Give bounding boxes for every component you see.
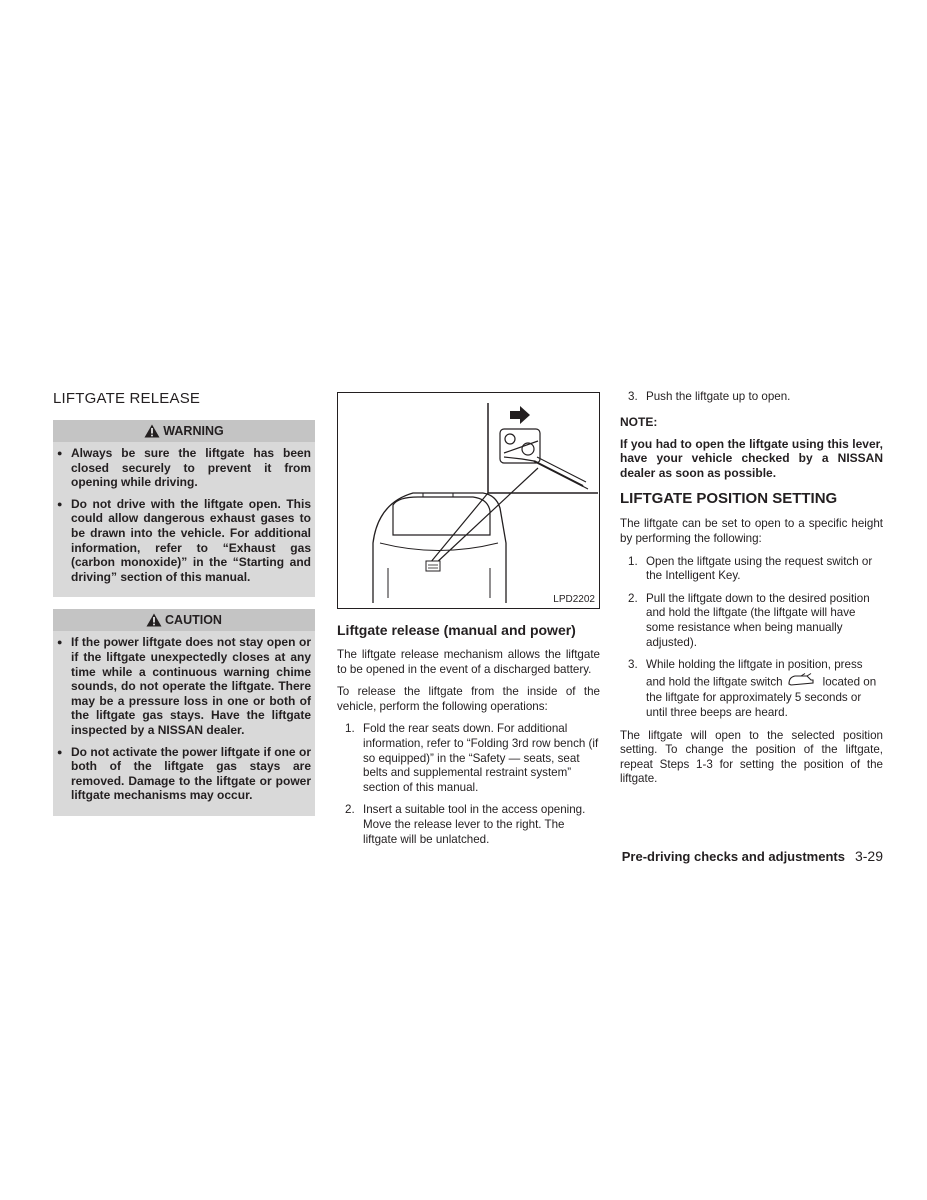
section-title-position-setting: LIFTGATE POSITION SETTING <box>620 490 838 508</box>
caution-box <box>53 609 315 816</box>
step-number: 2. <box>345 803 355 817</box>
step-number: 3. <box>628 658 638 672</box>
step-text: located on the liftgate for approximately 5 seconds or until three beeps are heard. <box>646 675 877 719</box>
section-title-liftgate-release: LIFTGATE RELEASE <box>53 390 201 407</box>
liftgate-switch-icon <box>787 673 815 692</box>
step-number: 2. <box>628 591 638 605</box>
warning-box <box>53 420 315 597</box>
caution-label: CAUTION <box>165 613 222 628</box>
right-column <box>620 390 883 795</box>
list-item <box>337 722 600 795</box>
paragraph: The liftgate can be set to open to a specific height by performing the following: <box>620 517 883 545</box>
figure-label: LPD2202 <box>553 594 595 605</box>
liftgate-illustration <box>337 392 600 609</box>
paragraph: The liftgate release mechanism allows the liftgate to be opened in the event of a discharged battery. <box>337 648 600 676</box>
step-text: Insert a suitable tool in the access opening. Move the release lever to the right. The liftgate will be unlatched. <box>363 803 586 846</box>
list-item <box>620 592 883 650</box>
caution-item: ● Do not activate the power liftgate if one or both of the liftgate gas stays are removed. Damage to the liftgate or power liftgate mechanisms may occur. <box>57 745 311 803</box>
list-item <box>620 390 883 405</box>
middle-column <box>337 392 600 855</box>
warning-item: ● Always be sure the liftgate has been closed securely to prevent it from opening while driving. <box>57 446 311 490</box>
note-title: NOTE: <box>620 414 658 429</box>
subsection-title: Liftgate release (manual and power) <box>337 622 576 638</box>
warning-item: ● Do not drive with the liftgate open. This could allow dangerous exhaust gases to be drawn into the vehicle. For additional information, refer to “Exhaust gas (carbon monoxide)” in the “Starting and driving” section of this manual. <box>57 497 311 585</box>
caution-header <box>53 609 315 631</box>
step-number: 1. <box>628 554 638 568</box>
warning-label: WARNING <box>163 424 224 438</box>
step-text: Push the liftgate up to open. <box>646 390 791 403</box>
release-steps-list <box>337 722 600 847</box>
release-steps-continued <box>620 390 883 405</box>
warning-list <box>53 442 315 584</box>
footer-section-title: Pre-driving checks and adjustments <box>621 849 845 864</box>
paragraph: The liftgate will open to the selected position setting. To change the position of the liftgate, repeat Steps 1-3 for setting the position of the liftgate. <box>620 728 883 786</box>
warning-triangle-icon <box>144 424 160 438</box>
paragraph: To release the liftgate from the inside of the vehicle, perform the following operations: <box>337 685 600 713</box>
step-number: 3. <box>628 390 638 403</box>
step-number: 1. <box>345 722 355 736</box>
warning-header <box>53 420 315 442</box>
position-steps-list <box>620 555 883 721</box>
page-footer <box>560 848 883 864</box>
caution-triangle-icon <box>146 613 162 627</box>
step-text: While holding the liftgate in position, press and hold the liftgate switch <box>646 658 863 689</box>
step-text: Open the liftgate using the request switch or the Intelligent Key. <box>646 554 873 583</box>
caution-item: ● If the power liftgate does not stay open or if the liftgate unexpectedly closes at any time while a continuous warning chime sounds, do not operate the liftgate. There may be a pressure loss in one or both of the liftgate gas stays. Have the liftgate inspected by a NISSAN dealer. <box>57 635 311 737</box>
step-text: Fold the rear seats down. For additional information, refer to “Folding 3rd row bench (if so equipped)” in the “Safety — seats, seat belts and supplemental restraint system” section of this manual. <box>363 722 599 794</box>
page-number: 3-29 <box>854 848 883 864</box>
note-text: If you had to open the liftgate using this lever, have your vehicle checked by a NISSAN dealer as soon as possible. <box>620 436 883 480</box>
step-text: Pull the liftgate down to the desired position and hold the liftgate (the liftgate will have some resistance when being manually adjusted). <box>646 591 870 649</box>
list-item <box>337 803 600 847</box>
left-column <box>53 390 315 828</box>
liftgate-diagram-icon <box>338 393 599 608</box>
caution-list <box>53 631 315 803</box>
list-item <box>620 658 883 720</box>
list-item <box>620 555 883 584</box>
